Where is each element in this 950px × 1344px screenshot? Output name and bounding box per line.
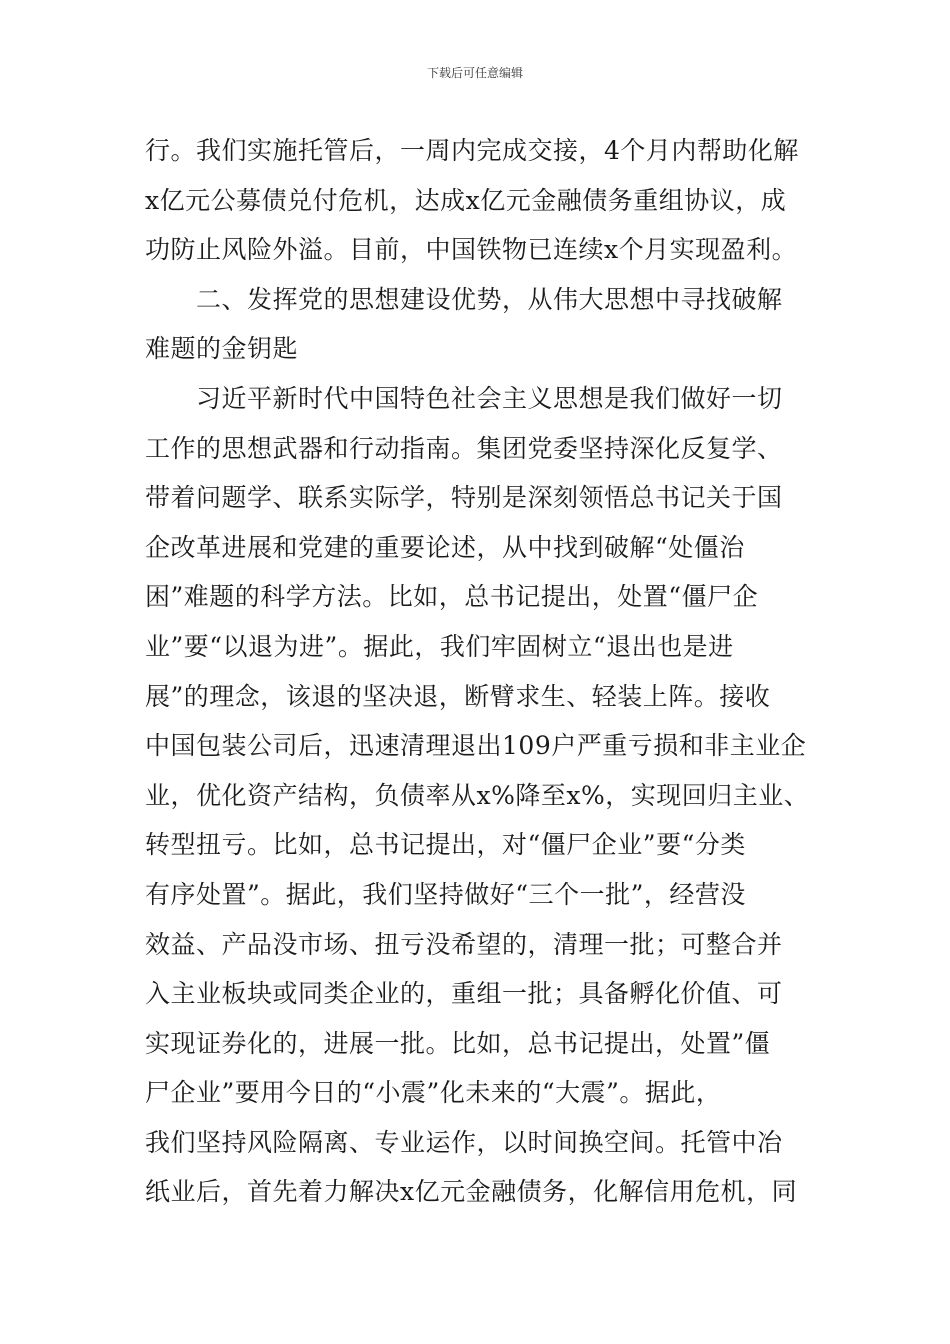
text-line: 企改革进展和党建的重要论述，从中找到破解“处僵治 xyxy=(145,532,745,562)
text-line: 有序处置”。据此，我们坚持做好“三个一批”，经营没 xyxy=(145,879,746,909)
text-line: 尸企业”要用今日的“小震”化未来的“大震”。据此， xyxy=(145,1078,722,1108)
text-line: 实现证券化的，进展一批。比如，总书记提出，处置”僵 xyxy=(145,1028,771,1058)
text-line: 中国包装公司后，迅速清理退出109户严重亏损和非主业企 xyxy=(145,731,807,761)
text-line: 业，优化资产结构，负债率从x%降至x%，实现回归主业、 xyxy=(145,780,810,810)
text-line: 效益、产品没市场、扭亏没希望的，清理一批；可整合并 xyxy=(145,929,783,959)
text-line: 习近平新时代中国特色社会主义思想是我们做好一切 xyxy=(145,383,783,413)
text-line: 功防止风险外溢。目前，中国铁物已连续x个月实现盈利。 xyxy=(145,235,798,265)
text-line: x亿元公募债兑付危机，达成x亿元金融债务重组协议，成 xyxy=(145,185,787,215)
text-line: 入主业板块或同类企业的，重组一批；具备孵化价值、可 xyxy=(145,979,783,1009)
text-line: 行。我们实施托管后，一周内完成交接，4个月内帮助化解 xyxy=(145,136,799,165)
text-line: 困”难题的科学方法。比如，总书记提出，处置“僵尸企 xyxy=(145,582,759,612)
text-line: 纸业后，首先着力解决x亿元金融债务，化解信用危机，同 xyxy=(145,1177,798,1207)
page-header: 下载后可任意编辑 xyxy=(426,66,523,80)
text-line: 带着问题学、联系实际学，特别是深刻领悟总书记关于国 xyxy=(145,483,783,513)
text-line: 展”的理念，该退的坚决退，断臂求生、轻装上阵。接收 xyxy=(145,681,771,711)
text-line: 业”要“以退为进”。据此，我们牢固树立“退出也是进 xyxy=(145,631,734,661)
text-line: 我们坚持风险隔离、专业运作，以时间换空间。托管中冶 xyxy=(145,1127,783,1157)
section-heading-line: 难题的金钥匙 xyxy=(145,334,299,364)
text-line: 工作的思想武器和行动指南。集团党委坚持深化反复学、 xyxy=(145,433,783,463)
document-body xyxy=(145,126,815,1217)
text-line: 转型扭亏。比如，总书记提出，对“僵尸企业”要“分类 xyxy=(145,830,746,860)
section-heading-line: 二、发挥党的思想建设优势，从伟大思想中寻找破解 xyxy=(145,284,783,314)
